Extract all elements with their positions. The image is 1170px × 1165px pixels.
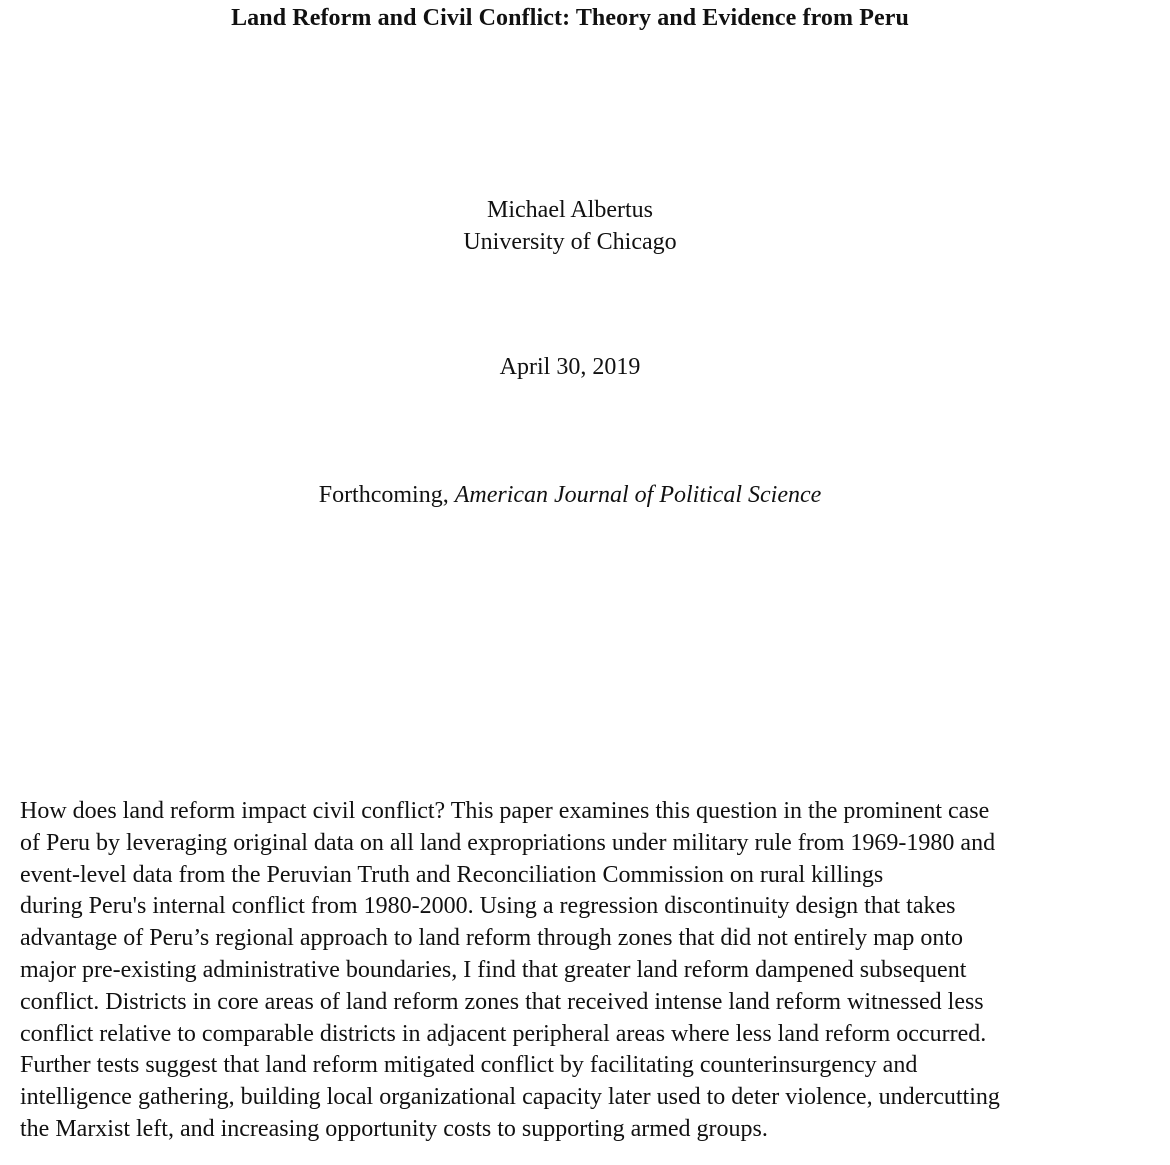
paper-date: April 30, 2019 (499, 354, 641, 380)
journal-name: American Journal of Political Science (454, 482, 822, 508)
abstract-line: during Peru's internal conflict from 1980-2000. Using a regression discontinuity design that takes (20, 893, 956, 920)
abstract-line: intelligence gathering, building local organizational capacity later used to deter violence, undercutting (20, 1084, 1000, 1111)
publication-status (0, 479, 1140, 511)
abstract-line: the Marxist left, and increasing opportunity costs to supporting armed groups. (20, 1115, 768, 1142)
abstract-line: Further tests suggest that land reform mitigated conflict by facilitating counterinsurgency and (20, 1052, 918, 1079)
abstract-line: advantage of Peru’s regional approach to land reform through zones that did not entirely map onto (20, 925, 964, 952)
abstract-line: How does land reform impact civil conflict? This paper examines this question in the prominent case (20, 798, 990, 824)
author-block (0, 194, 1140, 258)
paper-title: Land Reform and Civil Conflict: Theory and Evidence from Peru (231, 5, 909, 31)
abstract (20, 796, 1120, 1146)
author-name: Michael Albertus (487, 197, 653, 223)
author-affiliation: University of Chicago (463, 229, 677, 255)
abstract-line: conflict. Districts in core areas of land reform zones that received intense land reform witnessed less (20, 988, 984, 1015)
status-prefix: Forthcoming, (318, 482, 455, 508)
abstract-line: conflict relative to comparable districts in adjacent peripheral areas where less land reform occurred. (20, 1020, 987, 1047)
abstract-line: event-level data from the Peruvian Truth and Reconciliation Commission on rural killings (20, 861, 884, 888)
abstract-line: of Peru by leveraging original data on all land expropriations under military rule from 1969-1980 and (20, 829, 996, 856)
abstract-line: major pre-existing administrative boundaries, I find that greater land reform dampened subsequent (20, 956, 967, 983)
